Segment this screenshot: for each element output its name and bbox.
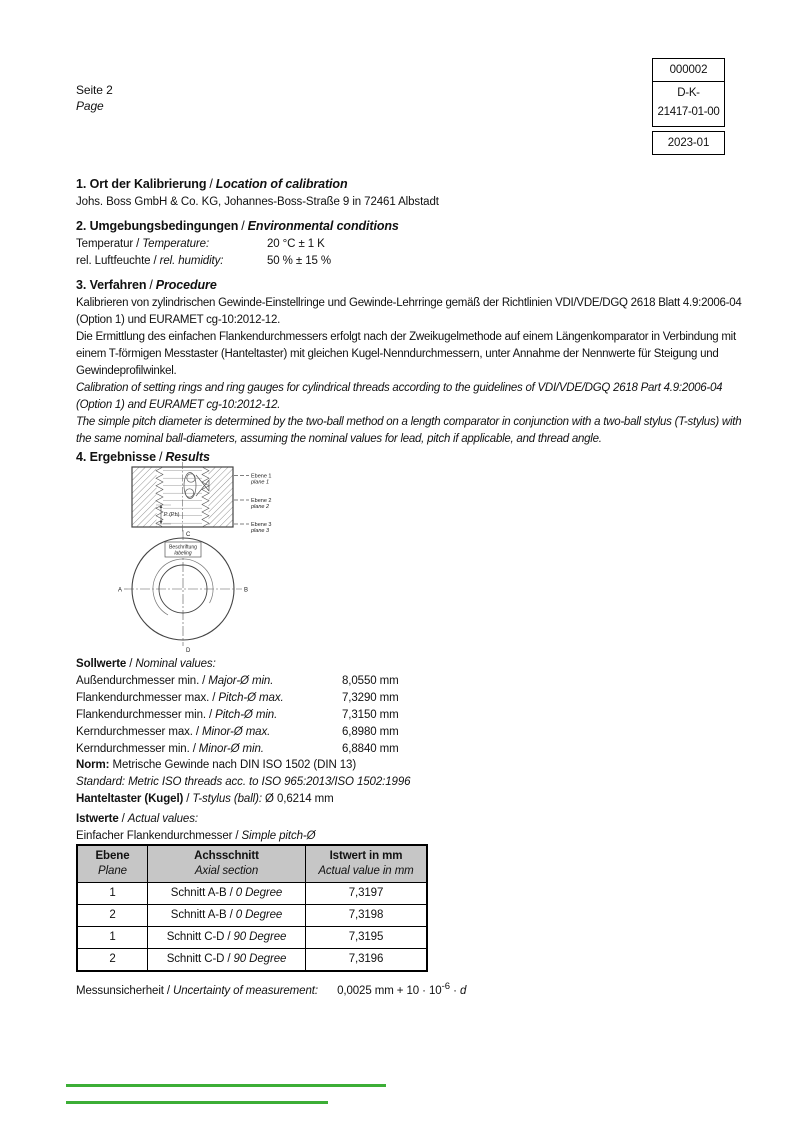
cell-value: 7,3196 <box>306 949 428 972</box>
nominal-row-pitch-max: Flankendurchmesser max. / Pitch-Ø max. 7,3290 mm <box>76 690 748 707</box>
col-header-axial-section: Achsschnitt Axial section <box>148 845 306 883</box>
actual-values-block <box>76 811 748 845</box>
procedure-text-de-2: Die Ermittlung des einfachen Flankendurchmessers erfolgt nach der Zweikugelmethode auf einem Längenkomparator in Verbindung mit einem T-förmigen Messtaster (Hanteltaster) mit gleichen Kugel-Nenndurchmessern, unter Annahme der Nennwerte für Steigung und Gewindeprofilwinkel. <box>76 331 736 377</box>
stylus-line: Hanteltaster (Kugel) / T-stylus (ball): Ø 0,6214 mm <box>76 793 334 805</box>
nominal-value: 8,0550 mm <box>342 675 399 687</box>
section-environment-title: 2. Umgebungsbedingungen / Environmental conditions <box>76 219 399 233</box>
cell-section: Schnitt C-D / 90 Degree <box>148 927 306 949</box>
cell-value: 7,3195 <box>306 927 428 949</box>
section-environment <box>76 217 748 270</box>
thread-ring-gauge-drawing <box>116 458 356 659</box>
section-procedure <box>76 276 748 448</box>
page-number-en: Page <box>76 99 104 113</box>
gauge-diagram-svg <box>116 458 356 656</box>
table-row <box>77 883 427 905</box>
axis-label-b: B <box>244 587 249 594</box>
cell-plane: 2 <box>77 949 148 972</box>
axial-cross-section <box>132 462 272 534</box>
certificate-date: 2023-01 <box>652 131 725 155</box>
section-procedure-title: 3. Verfahren / Procedure <box>76 278 217 292</box>
axis-label-c: C <box>186 532 191 538</box>
results-table-header-row <box>77 845 427 883</box>
cell-plane: 1 <box>77 883 148 905</box>
certificate-id-line2: 21417-01-00 <box>657 106 720 118</box>
page-number <box>76 82 113 114</box>
certificate-id-line1: D-K- <box>677 87 700 99</box>
labeling-box-en: labeling <box>174 550 192 557</box>
certificate-id-box <box>652 58 725 155</box>
table-row <box>77 927 427 949</box>
axis-label-a: A <box>118 587 123 594</box>
nominal-value: 6,8840 mm <box>342 743 399 755</box>
results-table-wrap <box>76 844 748 972</box>
col-header-actual-value: Istwert in mm Actual value in mm <box>306 845 428 883</box>
plane1-label-de: Ebene 1 <box>251 473 272 480</box>
humidity-value: 50 % ± 15 % <box>267 255 332 267</box>
nominal-row-pitch-min: Flankendurchmesser min. / Pitch-Ø min. 7,3150 mm <box>76 707 748 724</box>
nominal-value: 7,3290 mm <box>342 692 399 704</box>
plane3-label-de: Ebene 3 <box>251 522 272 528</box>
env-row-temperature: Temperatur / Temperature: 20 °C ± 1 K <box>76 236 748 253</box>
nominal-row-minor-min: Kerndurchmesser min. / Minor-Ø min. 6,8840 mm <box>76 741 748 758</box>
labeling-box-de: Beschriftung <box>169 544 197 551</box>
nominal-row-major-min: Außendurchmesser min. / Major-Ø min. 8,0550 mm <box>76 673 748 690</box>
plane2-label-de: Ebene 2 <box>251 498 272 504</box>
certificate-number: 000002 <box>652 58 725 82</box>
cell-section: Schnitt A-B / 0 Degree <box>148 883 306 905</box>
env-row-humidity: rel. Luftfeuchte / rel. humidity: 50 % ± 15 % <box>76 253 748 270</box>
nominal-values-block <box>76 656 748 758</box>
footer-accent-bar-2 <box>66 1101 328 1104</box>
front-view <box>118 530 248 654</box>
cell-plane: 2 <box>77 905 148 927</box>
certificate-id <box>652 82 725 127</box>
table-row <box>77 905 427 927</box>
results-table <box>76 844 428 972</box>
cell-plane: 1 <box>77 927 148 949</box>
location-address: Johs. Boss GmbH & Co. KG, Johannes-Boss-Straße 9 in 72461 Albstadt <box>76 196 439 208</box>
plane3-label-en: plane 3 <box>251 528 270 534</box>
cell-section: Schnitt A-B / 0 Degree <box>148 905 306 927</box>
plane1-label-en: plane 1 <box>251 479 270 486</box>
nominal-values-title: Sollwerte / Nominal values: <box>76 658 216 670</box>
procedure-text-en-1: Calibration of setting rings and ring gauges for cylindrical threads according to the guidelines of VDI/VDE/DGQ 2618 Part 4.9:2006-04 (Option 1) and EURAMET cg-10:2012-12. <box>76 382 723 411</box>
cell-value: 7,3198 <box>306 905 428 927</box>
actual-values-title: Istwerte / Actual values: <box>76 813 198 825</box>
section-location <box>76 175 748 211</box>
section-results-title: 4. Ergebnisse / Results <box>76 450 210 464</box>
actual-values-subtitle: Einfacher Flankendurchmesser / Simple pitch-Ø <box>76 830 316 842</box>
cell-section: Schnitt C-D / 90 Degree <box>148 949 306 972</box>
stylus-diameter-value: Ø 0,6214 mm <box>265 793 334 805</box>
nominal-row-minor-max: Kerndurchmesser max. / Minor-Ø max. 6,8980 mm <box>76 724 748 741</box>
col-header-plane: Ebene Plane <box>77 845 148 883</box>
procedure-text-en-2: The simple pitch diameter is determined by the two-ball method on a length comparator in conjunction with a two-ball stylus (T-stylus) with the same nominal ball-diameters, assuming the nominal values for lead, pitch if applicable, and thread angle. <box>76 416 742 445</box>
cell-value: 7,3197 <box>306 883 428 905</box>
norm-line: Norm: Metrische Gewinde nach DIN ISO 1502 (DIN 13) <box>76 759 357 771</box>
nominal-value: 6,8980 mm <box>342 726 399 738</box>
pitch-label: P (Ph) <box>164 512 180 518</box>
uncertainty-line: Messunsicherheit / Uncertainty of measurement: 0,0025 mm + $10 \cdot 10^{-6} \cdot d$ <box>76 981 467 997</box>
procedure-text-de-1: Kalibrieren von zylindrischen Gewinde-Einstellringe und Gewinde-Lehrringe gemäß der Richtlinien VDI/VDE/DGQ 2618 Blatt 4.9:2006-04 (Option 1) und EURAMET cg-10:2012-12. <box>76 297 742 326</box>
nominal-value: 7,3150 mm <box>342 709 399 721</box>
page-number-de: Seite 2 <box>76 83 113 97</box>
footer-accent-bar-1 <box>66 1084 386 1087</box>
plane-labels <box>250 474 272 535</box>
plane2-label-en: plane 2 <box>251 504 270 510</box>
section-location-title: 1. Ort der Kalibrierung / Location of calibration <box>76 177 348 191</box>
uncertainty-value: 0,0025 mm + $10 \cdot 10^{-6} \cdot d$ <box>337 981 467 997</box>
norm-block <box>76 757 748 808</box>
temperature-value: 20 °C ± 1 K <box>267 238 325 250</box>
table-row <box>77 949 427 972</box>
axis-label-d: D <box>186 648 191 654</box>
standard-line: Standard: Metric ISO threads acc. to ISO 965:2013/ISO 1502:1996 <box>76 776 411 788</box>
